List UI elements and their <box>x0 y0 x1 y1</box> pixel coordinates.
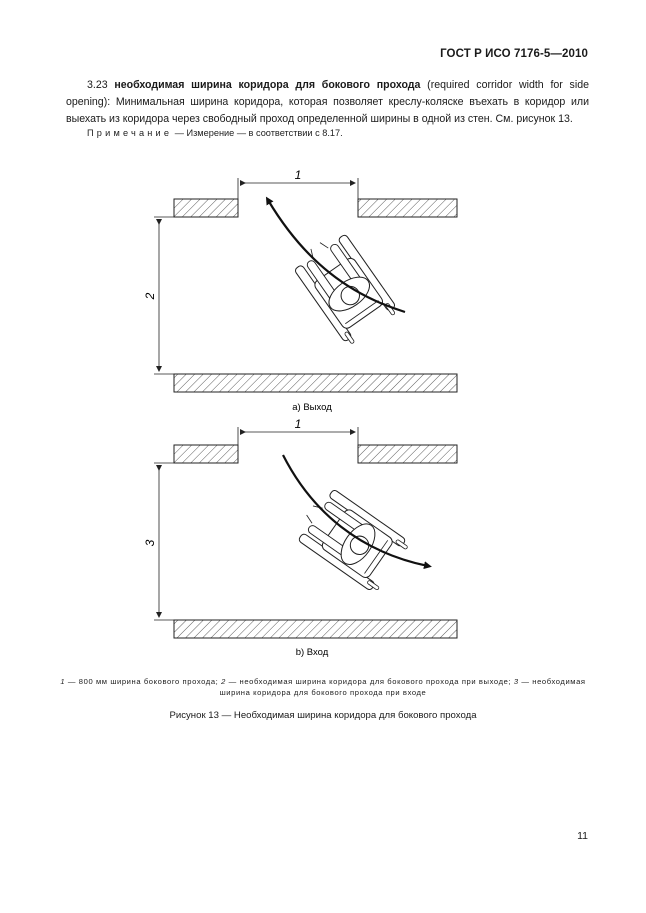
term-english: (required corridor width for side opening): <box>66 79 589 108</box>
section-number: 3.23 <box>87 79 108 91</box>
wheelchair-exit-illustration <box>290 228 399 347</box>
document-header: ГОСТ Р ИСО 7176-5—2010 <box>440 48 588 60</box>
diagram-entry <box>143 417 457 658</box>
dimension-label-1: 1 <box>294 417 302 431</box>
dimension-label-3: 3 <box>143 539 157 547</box>
note-text: — Измерение — в соответствии с 8.17. <box>174 128 343 138</box>
dimension-label-1: 1 <box>294 168 302 182</box>
wall-top-right <box>358 199 457 217</box>
page-number: 11 <box>577 830 588 842</box>
legend-key-2: 2 <box>221 677 226 686</box>
wall-bottom <box>174 620 457 638</box>
wall-bottom <box>174 374 457 392</box>
legend-key-3: 3 <box>513 677 519 686</box>
figure-caption: Рисунок 13 — Необходимая ширина коридора для бокового прохода <box>169 710 477 721</box>
legend-key-1: 1 <box>60 677 66 686</box>
note-label: Примечание <box>87 128 173 138</box>
legend-text-3: — необходимая ширина коридора для бокового прохода при входе <box>219 677 586 697</box>
diagram-exit <box>143 168 457 413</box>
legend-text-2: — необходимая ширина коридора для бокового прохода при выходе; <box>228 677 512 686</box>
sublabel-entry: b) Вход <box>295 647 329 658</box>
wall-top-left <box>174 199 238 217</box>
wheelchair-entry-illustration <box>292 485 411 594</box>
wall-top-left <box>174 445 238 463</box>
wall-top-right <box>358 445 457 463</box>
legend-text-1: — 800 мм ширина бокового прохода; <box>67 677 219 686</box>
dimension-label-2: 2 <box>143 292 157 300</box>
sublabel-exit: а) Выход <box>292 402 332 413</box>
figure-legend <box>60 676 586 698</box>
definition-text: Минимальная ширина коридора, которая позволяет креслу-коляске въехать в коридор или выехать из коридора через свободный проход определенной ширины в одной из стен. См. рисунок 13. <box>66 96 589 125</box>
term-title: необходимая ширина коридора для бокового прохода <box>114 79 421 91</box>
